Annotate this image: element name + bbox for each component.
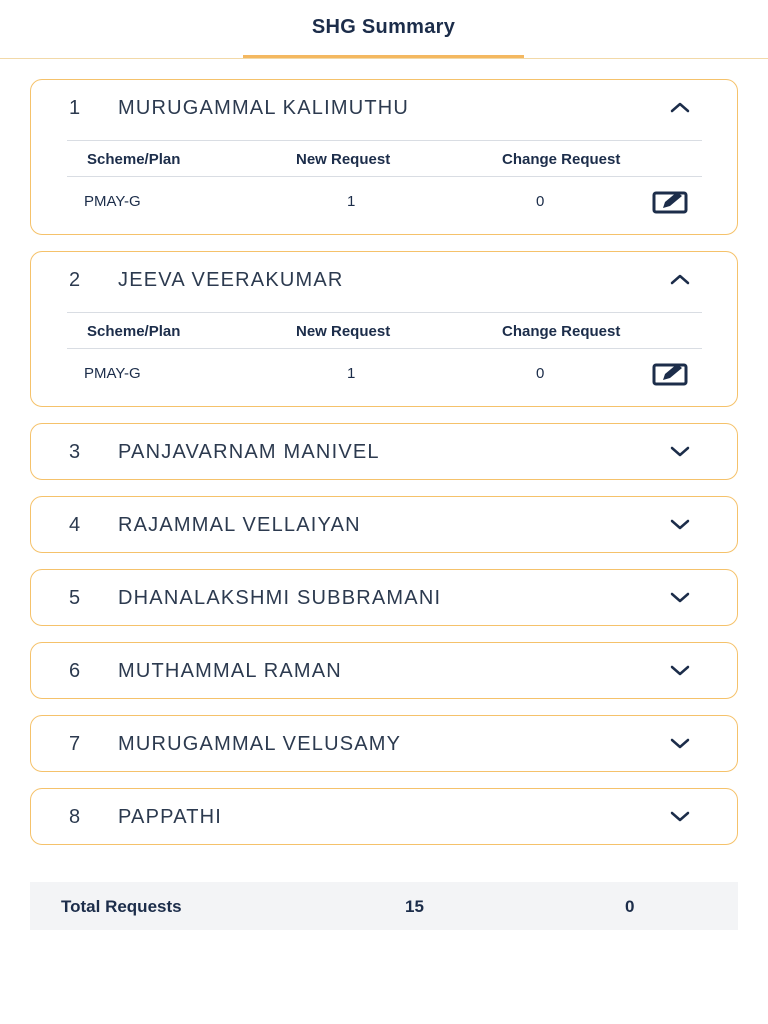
new-request-value: 1 (347, 365, 356, 382)
member-name: DHANALAKSHMI SUBBRAMANI (118, 587, 442, 609)
member-name: MURUGAMMAL KALIMUTHU (118, 97, 410, 119)
member-header-1[interactable] (31, 80, 737, 136)
member-header-3[interactable] (31, 424, 737, 480)
member-header-2[interactable] (31, 252, 737, 308)
member-card-6[interactable] (30, 642, 738, 699)
table-header-row (67, 312, 702, 349)
scheme-value: PMAY-G (84, 365, 141, 382)
chevron-down-icon[interactable] (669, 736, 691, 750)
edit-icon[interactable] (651, 361, 689, 387)
col-new-request-header: New Request (296, 151, 391, 168)
chevron-up-icon[interactable] (669, 272, 691, 286)
col-change-request-header: Change Request (502, 323, 621, 340)
member-number: 7 (69, 733, 81, 755)
chevron-down-icon[interactable] (669, 517, 691, 531)
member-name: PAPPATHI (118, 806, 223, 828)
member-name: JEEVA VEERAKUMAR (118, 269, 344, 291)
member-name: MURUGAMMAL VELUSAMY (118, 733, 402, 755)
member-card-2 (30, 251, 738, 407)
table-row (67, 177, 702, 229)
member-card-5[interactable] (30, 569, 738, 626)
top-tab-bar (0, 0, 768, 59)
active-tab-indicator (243, 55, 524, 58)
change-request-value: 0 (536, 365, 545, 382)
member-number: 4 (69, 514, 81, 536)
change-request-value: 0 (536, 193, 545, 210)
member-card-7[interactable] (30, 715, 738, 772)
member-number: 8 (69, 806, 81, 828)
table-row (67, 349, 702, 401)
member-card-3[interactable] (30, 423, 738, 480)
chevron-down-icon[interactable] (669, 590, 691, 604)
col-scheme-header: Scheme/Plan (87, 151, 181, 168)
member-header-7[interactable] (31, 716, 737, 772)
member-header-6[interactable] (31, 643, 737, 699)
total-requests-bar (30, 882, 738, 930)
member-card-8[interactable] (30, 788, 738, 845)
scheme-value: PMAY-G (84, 193, 141, 210)
new-request-value: 1 (347, 193, 356, 210)
request-table (67, 140, 702, 229)
col-change-request-header: Change Request (502, 151, 621, 168)
member-number: 6 (69, 660, 81, 682)
chevron-down-icon[interactable] (669, 663, 691, 677)
member-card-4[interactable] (30, 496, 738, 553)
total-label: Total Requests (61, 897, 182, 916)
member-number: 5 (69, 587, 81, 609)
chevron-up-icon[interactable] (669, 100, 691, 114)
member-header-5[interactable] (31, 570, 737, 626)
member-header-4[interactable] (31, 497, 737, 553)
request-table (67, 312, 702, 401)
chevron-down-icon[interactable] (669, 444, 691, 458)
member-header-8[interactable] (31, 789, 737, 845)
member-name: RAJAMMAL VELLAIYAN (118, 514, 361, 536)
total-new-requests: 15 (405, 897, 424, 916)
member-name: PANJAVARNAM MANIVEL (118, 441, 380, 463)
col-scheme-header: Scheme/Plan (87, 323, 181, 340)
tab-shg-summary[interactable]: SHG Summary (311, 16, 456, 38)
total-change-requests: 0 (625, 897, 635, 916)
edit-icon[interactable] (651, 189, 689, 215)
member-number: 1 (69, 97, 81, 119)
chevron-down-icon[interactable] (669, 809, 691, 823)
member-number: 3 (69, 441, 81, 463)
col-new-request-header: New Request (296, 323, 391, 340)
member-name: MUTHAMMAL RAMAN (118, 660, 342, 682)
table-header-row (67, 140, 702, 177)
member-number: 2 (69, 269, 81, 291)
member-card-1 (30, 79, 738, 235)
